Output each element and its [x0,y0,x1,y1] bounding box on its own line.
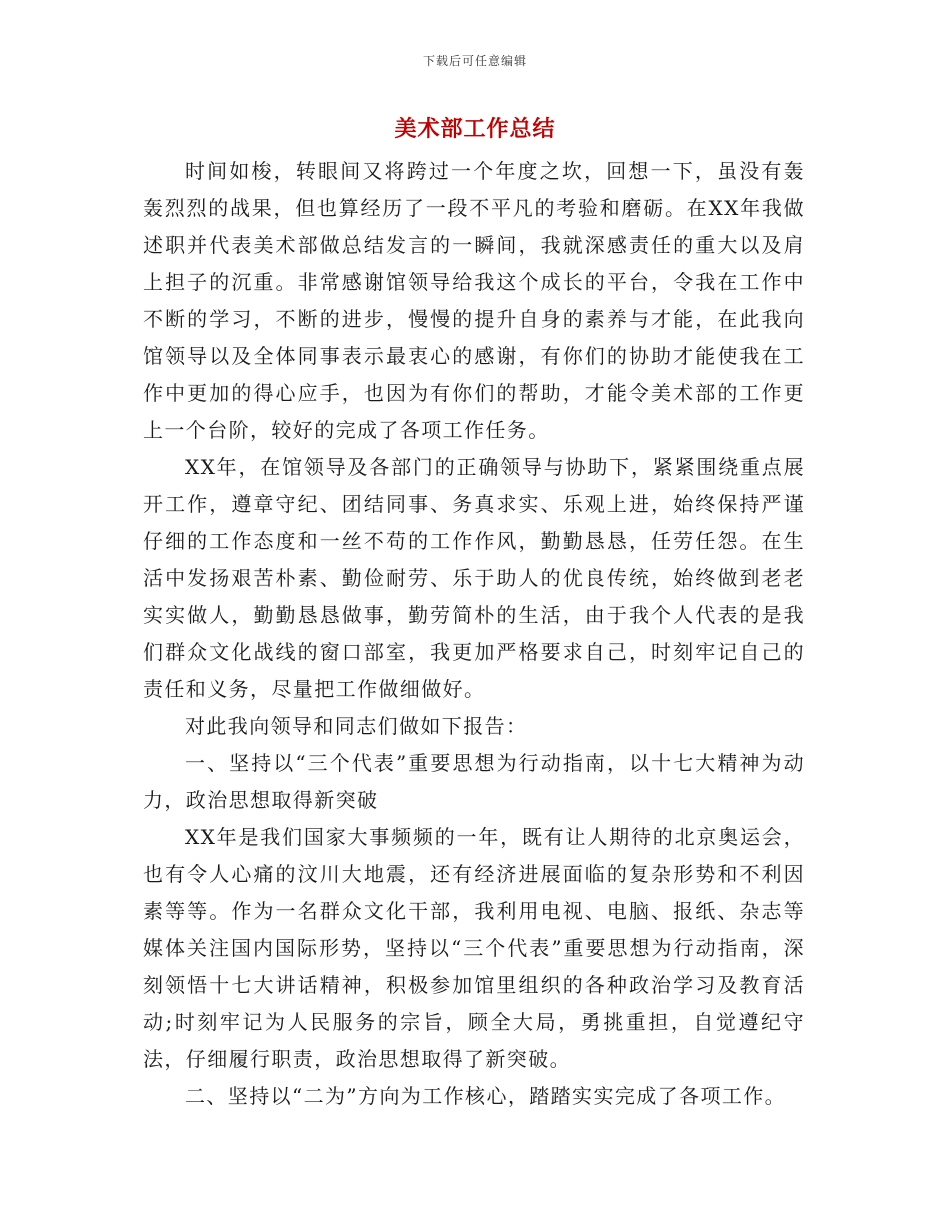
section-heading-1: 一、坚持以“三个代表”重要思想为行动指南，以十七大精神为动力，政治思想取得新突破 [143,751,805,812]
document-title: 美术部工作总结 [394,116,556,142]
paragraph-report-lead: 对此我向领导和同志们做如下报告： [185,714,528,738]
paragraph-year-summary: XX年，在馆领导及各部门的正确领导与协助下，紧紧围绕重点展开工作，遵章守纪、团结同事、务真求实、乐观上进，始终保持严谨仔细的工作态度和一丝不苟的工作作风，勤勤恳恳，任劳任怨。在生活中发扬艰苦朴素、勤俭耐劳、乐于助人的优良传统，始终做到老老实实做人，勤勤恳恳做事，勤劳简朴的生活，由于我个人代表的是我们群众文化战线的窗口部室，我更加严格要求自己，时刻牢记自己的责任和义务，尽量把工作做细做好。 [143,455,805,701]
paragraph-intro: 时间如梭，转眼间又将跨过一个年度之坎，回想一下，虽没有轰轰烈烈的战果，但也算经历了一段不平凡的考验和磨砺。在XX年我做述职并代表美术部做总结发言的一瞬间，我就深感责任的重大以及肩上担子的沉重。非常感谢馆领导给我这个成长的平台，令我在工作中不断的学习，不断的进步，慢慢的提升自身的素养与才能，在此我向馆领导以及全体同事表示最衷心的感谢，有你们的协助才能使我在工作中更加的得心应手，也因为有你们的帮助，才能令美术部的工作更上一个台阶，较好的完成了各项工作任务。 [143,159,805,442]
paragraph-politics: XX年是我们国家大事频频的一年，既有让人期待的北京奥运会，也有令人心痛的汶川大地震，还有经济进展面临的复杂形势和不利因素等等。作为一名群众文化干部，我利用电视、电脑、报纸、杂志等媒体关注国内国际形势，坚持以“三个代表”重要思想为行动指南，深刻领悟十七大讲话精神，积极参加馆里组织的各种政治学习及教育活动;时刻牢记为人民服务的宗旨，顾全大局，勇挑重担，自觉遵纪守法，仔细履行职责，政治思想取得了新突破。 [143,825,805,1071]
section-heading-2: 二、坚持以“二为”方向为工作核心，踏踏实实完成了各项工作。 [185,1084,787,1108]
document-body [143,153,805,1115]
header-note: 下载后可任意编辑 [422,54,527,68]
